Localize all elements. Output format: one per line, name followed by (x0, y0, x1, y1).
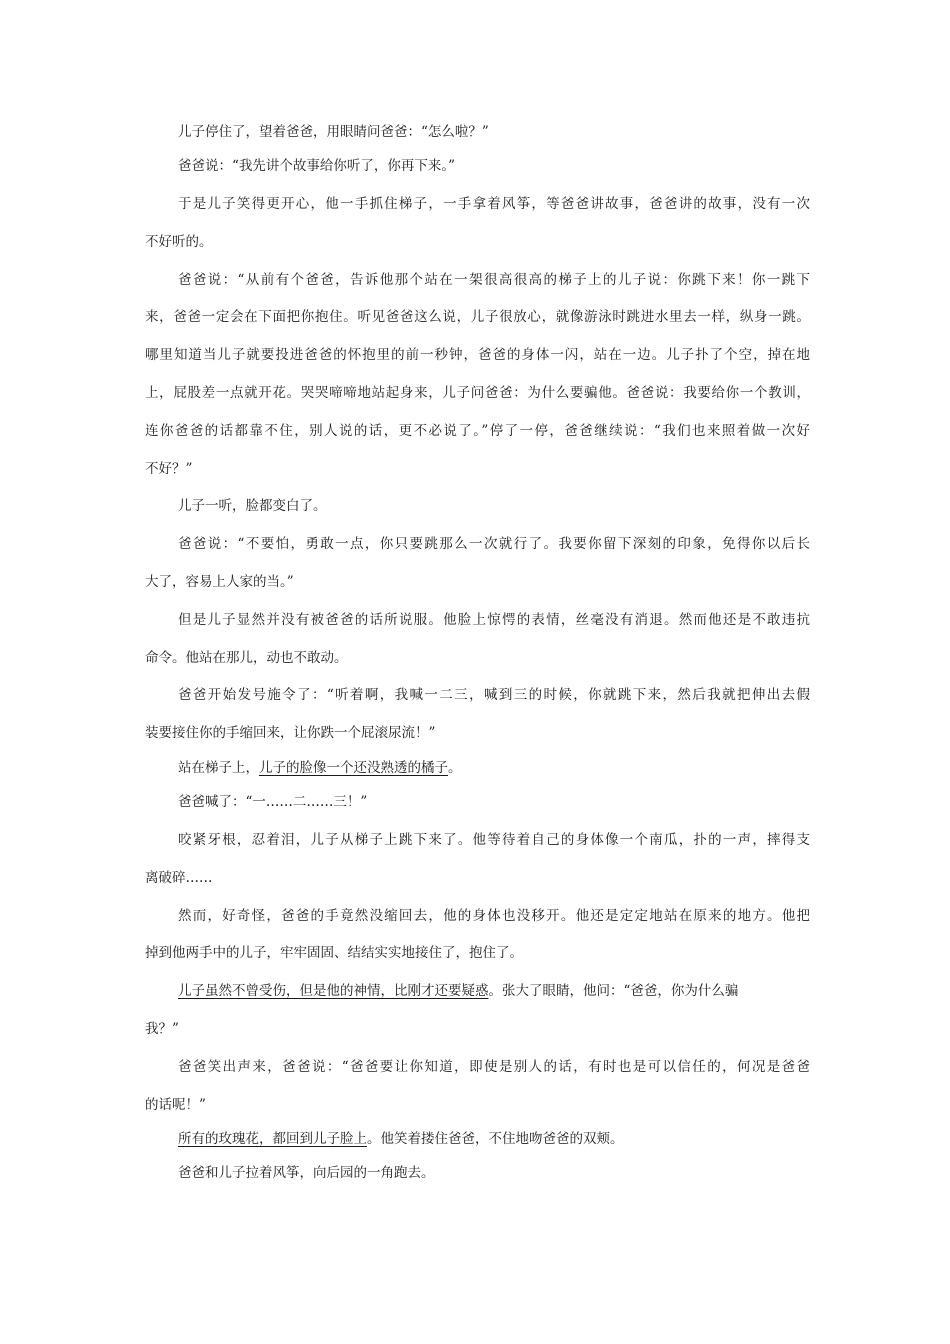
text-run: 的话呢！” (145, 1096, 206, 1113)
paragraph-line (145, 451, 810, 489)
paragraph-line (145, 488, 810, 526)
text-run: 爸爸笑出声来，爸爸说：“爸爸要让你知道，即使是别人的话，有时也是可以信任的，何况是爸爸 (178, 1058, 810, 1075)
paragraph-line (145, 413, 810, 451)
text-run: 大了，容易上人家的当。” (145, 573, 294, 590)
paragraph-line (145, 602, 810, 640)
paragraph-line (145, 1011, 810, 1049)
text-run: 不好听的。 (145, 233, 213, 250)
text-run: 哪里知道当儿子就要投进爸爸的怀抱里的前一秒钟，爸爸的身体一闪，站在一边。儿子扑了个空，掉在地 (145, 347, 810, 364)
paragraph-line (145, 640, 810, 678)
story-text (145, 117, 810, 1193)
text-run: 咬紧牙根，忍着泪，儿子从梯子上跳下来了。他等待着自己的身体像一个南瓜，扑的一声，摔得支 (178, 831, 810, 848)
text-run: 我？” (145, 1020, 179, 1037)
paragraph-line (145, 299, 810, 337)
text-run: 上，屁股差一点就开花。哭哭啼啼地站起身来，儿子问爸爸：为什么要骗他。爸爸说：我要给你一个教训， (145, 384, 810, 401)
text-run: 爸爸说：“不要怕，勇敢一点，你只要跳那么一次就行了。我要你留下深刻的印象，免得你以后长 (178, 536, 810, 553)
text-run: 儿子一听，脸都变白了。 (178, 498, 327, 515)
underlined-phrase: 儿子的脸像一个还没熟透的橘子 (259, 759, 448, 776)
paragraph-line (145, 1049, 810, 1087)
text-run: 。张大了眼睛，他问：“爸爸，你为什么骗 (488, 983, 739, 1000)
underlined-phrase: 儿子虽然不曾受伤，但是他的神情，比刚才还要疑惑 (178, 983, 489, 1000)
paragraph-line (145, 186, 810, 224)
text-run: 爸爸说：“从前有个爸爸，告诉他那个站在一架很高很高的梯子上的儿子说：你跳下来！你一跳下 (178, 271, 810, 288)
text-run: 爸爸说：“我先讲个故事给你听了，你再下来。” (178, 158, 456, 175)
paragraph-line (145, 935, 810, 973)
text-run: 。他笑着搂住爸爸，不住地吻爸爸的双颊。 (367, 1131, 624, 1148)
paragraph-line (145, 753, 810, 784)
paragraph-line (145, 973, 810, 1011)
text-run: 连你爸爸的话都靠不住，别人说的话，更不必说了。”停了一停，爸爸继续说：“我们也来照着做一次好 (145, 422, 810, 439)
text-run: 离破碎…… (145, 869, 213, 886)
text-run: 。 (448, 759, 462, 776)
text-run: 来，爸爸一定会在下面把你抱住。听见爸爸这么说，儿子很放心，就像游泳时跳进水里去一样，纵身一跳。 (145, 309, 810, 326)
text-run: 不好？” (145, 460, 193, 477)
text-run: 然而，好奇怪，爸爸的手竟然没缩回去，他的身体也没移开。他还是定定地站在原来的地方。他把 (178, 907, 810, 924)
paragraph-line (145, 784, 810, 822)
text-run: 爸爸喊了：“一……二……三！” (178, 794, 368, 811)
paragraph-line (145, 564, 810, 602)
paragraph-line (145, 262, 810, 300)
paragraph-line (145, 1155, 810, 1193)
paragraph-line (145, 1087, 810, 1125)
text-run: 掉到他两手中的儿子，牢牢固固、结结实实地接住了，抱住了。 (145, 945, 523, 962)
text-run: 儿子停住了，望着爸爸，用眼睛问爸爸：“怎么啦？” (178, 124, 489, 140)
text-run: 爸爸和儿子拉着风筝，向后园的一角跑去。 (178, 1165, 435, 1182)
paragraph-line (145, 526, 810, 564)
text-run: 但是儿子显然并没有被爸爸的话所说服。他脸上惊愕的表情，丝毫没有消退。然而他还是不敢违抗 (178, 611, 810, 628)
underlined-phrase: 所有的玫瑰花，都回到儿子脸上 (178, 1131, 367, 1148)
paragraph-line (145, 148, 810, 186)
paragraph-line (145, 224, 810, 262)
text-run: 爸爸开始发号施令了：“听着啊，我喊一二三，喊到三的时候，你就跳下来，然后我就把伸出去假 (178, 687, 810, 704)
paragraph-line (145, 337, 810, 375)
text-run: 命令。他站在那儿，动也不敢动。 (145, 649, 348, 666)
paragraph-line (145, 715, 810, 753)
paragraph-line (145, 1124, 810, 1155)
paragraph-line (145, 898, 810, 936)
paragraph-line (145, 117, 810, 148)
paragraph-line (145, 375, 810, 413)
text-run: 装要接住你的手缩回来，让你跌一个屁滚尿流！” (145, 725, 436, 742)
text-run: 站在梯子上， (178, 759, 259, 776)
paragraph-line (145, 822, 810, 860)
paragraph-line (145, 677, 810, 715)
text-run: 于是儿子笑得更开心，他一手抓住梯子，一手拿着风筝，等爸爸讲故事，爸爸讲的故事，没有一次 (178, 195, 810, 212)
paragraph-line (145, 860, 810, 898)
